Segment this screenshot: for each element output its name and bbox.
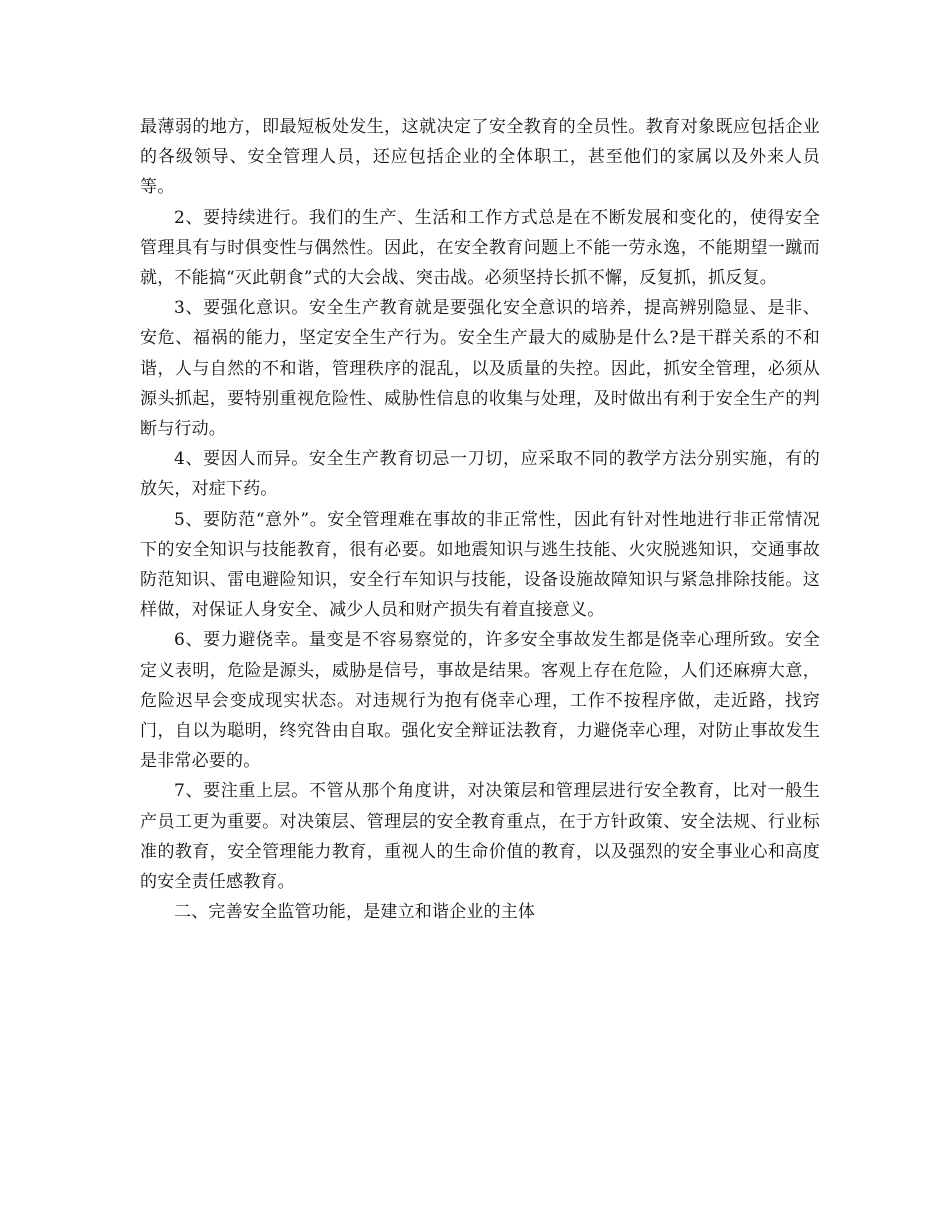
- paragraph-item-3: 3、要强化意识。安全生产教育就是要强化安全意识的培养，提高辨别隐显、是非、安危、福祸的能力，坚定安全生产行为。安全生产最大的威胁是什么?是干群关系的不和谐，人与自然的不和谐，管理秩序的混乱，以及质量的失控。因此，抓安全管理，必须从源头抓起，要特别重视危险性、威胁性信息的收集与处理，及时做出有利于安全生产的判断与行动。: [140, 298, 820, 440]
- paragraph-continuation: 最薄弱的地方，即最短板处发生，这就决定了安全教育的全员性。教育对象既应包括企业的各级领导、安全管理人员，还应包括企业的全体职工，甚至他们的家属以及外来人员等。: [140, 117, 820, 198]
- paragraph-item-4: 4、要因人而异。安全生产教育切忌一刀切，应采取不同的教学方法分别实施，有的放矢，对症下药。: [140, 449, 820, 500]
- paragraph-item-6: 6、要力避侥幸。量变是不容易察觉的，许多安全事故发生都是侥幸心理所致。安全定义表明，危险是源头，威胁是信号，事故是结果。客观上存在危险，人们还麻痹大意，危险迟早会变成现实状态。对违规行为抱有侥幸心理，工作不按程序做，走近路，找窍门，自以为聪明，终究咎由自取。强化安全辩证法教育，力避侥幸心理，对防止事故发生是非常必要的。: [140, 630, 820, 772]
- section-heading-2: 二、完善安全监管功能，是建立和谐企业的主体: [174, 902, 536, 923]
- paragraph-item-2: 2、要持续进行。我们的生产、生活和工作方式总是在不断发展和变化的，使得安全管理具有与时俱变性与偶然性。因此，在安全教育问题上不能一劳永逸，不能期望一蹴而就，不能搞“灭此朝食”式的大会战、突击战。必须坚持长抓不懈，反复抓，抓反复。: [140, 207, 820, 289]
- document-body: [140, 112, 820, 927]
- paragraph-item-5: 5、要防范“意外”。安全管理难在事故的非正常性，因此有针对性地进行非正常情况下的安全知识与技能教育，很有必要。如地震知识与逃生技能、火灾脱逃知识，交通事故防范知识、雷电避险知识，安全行车知识与技能，设备设施故障知识与紧急排除技能。这样做，对保证人身安全、减少人员和财产损失有着直接意义。: [140, 509, 820, 621]
- paragraph-item-7: 7、要注重上层。不管从那个角度讲，对决策层和管理层进行安全教育，比对一般生产员工更为重要。对决策层、管理层的安全教育重点，在于方针政策、安全法规、行业标准的教育，安全管理能力教育，重视人的生命价值的教育，以及强烈的安全事业心和高度的安全责任感教育。: [140, 781, 820, 893]
